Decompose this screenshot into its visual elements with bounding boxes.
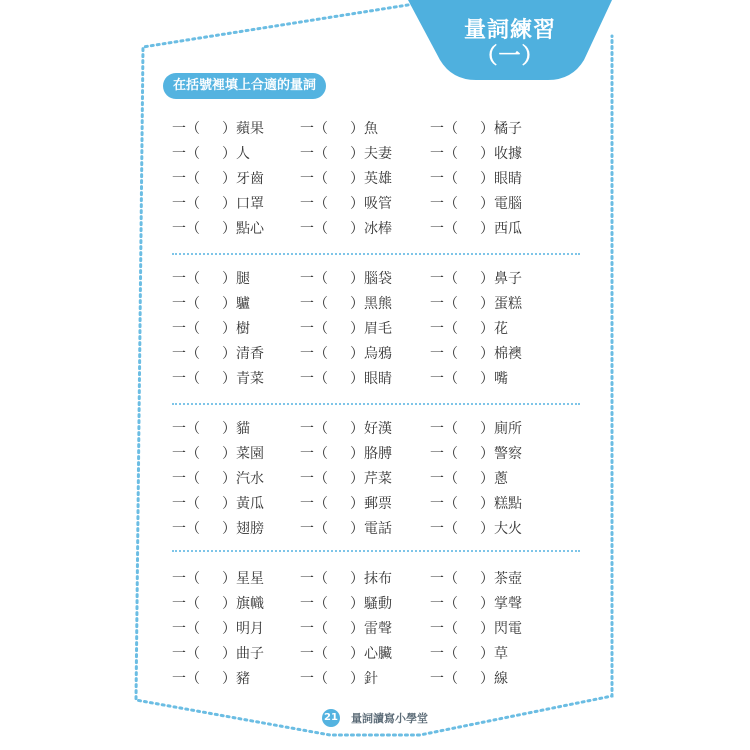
noun-word: 清香 bbox=[236, 346, 264, 362]
blank-close: ） bbox=[480, 121, 494, 137]
blank-open: 一（ bbox=[300, 196, 328, 212]
blank-open: 一（ bbox=[172, 421, 200, 437]
section-divider bbox=[172, 550, 580, 552]
blank-open: 一（ bbox=[300, 296, 328, 312]
noun-word: 電腦 bbox=[494, 196, 522, 212]
section-divider bbox=[172, 253, 580, 255]
blank-close: ） bbox=[222, 421, 236, 437]
blank-close: ） bbox=[350, 221, 364, 237]
blank-open: 一（ bbox=[430, 171, 458, 187]
fill-in-item bbox=[172, 292, 250, 317]
fill-in-item bbox=[300, 367, 392, 392]
blank-open: 一（ bbox=[430, 446, 458, 462]
blank-open: 一（ bbox=[430, 271, 458, 287]
blank-open: 一（ bbox=[430, 371, 458, 387]
noun-word: 雷聲 bbox=[364, 621, 392, 637]
exercise-row bbox=[172, 467, 572, 492]
blank-open: 一（ bbox=[430, 671, 458, 687]
fill-in-item bbox=[300, 217, 392, 242]
blank-close: ） bbox=[480, 321, 494, 337]
blank-close: ） bbox=[350, 171, 364, 187]
noun-word: 英雄 bbox=[364, 171, 392, 187]
exercise-row bbox=[172, 492, 572, 517]
blank-close: ） bbox=[350, 471, 364, 487]
blank-open: 一（ bbox=[300, 371, 328, 387]
noun-word: 曲子 bbox=[236, 646, 264, 662]
blank-open: 一（ bbox=[300, 521, 328, 537]
noun-word: 心臟 bbox=[364, 646, 392, 662]
blank-open: 一（ bbox=[300, 121, 328, 137]
exercise-row bbox=[172, 367, 572, 392]
blank-close: ） bbox=[350, 446, 364, 462]
blank-close: ） bbox=[222, 146, 236, 162]
noun-word: 胳膊 bbox=[364, 446, 392, 462]
exercise-row bbox=[172, 667, 572, 692]
blank-close: ） bbox=[350, 296, 364, 312]
blank-close: ） bbox=[222, 446, 236, 462]
fill-in-item bbox=[430, 442, 522, 467]
fill-in-item bbox=[300, 567, 392, 592]
exercise-row bbox=[172, 167, 572, 192]
blank-open: 一（ bbox=[300, 496, 328, 512]
fill-in-item bbox=[430, 292, 522, 317]
blank-close: ） bbox=[480, 446, 494, 462]
noun-word: 草 bbox=[494, 646, 508, 662]
noun-word: 線 bbox=[494, 671, 508, 687]
fill-in-item bbox=[172, 117, 264, 142]
noun-word: 棉襖 bbox=[494, 346, 522, 362]
blank-open: 一（ bbox=[430, 196, 458, 212]
blank-close: ） bbox=[350, 671, 364, 687]
noun-word: 郵票 bbox=[364, 496, 392, 512]
exercise-row bbox=[172, 142, 572, 167]
blank-close: ） bbox=[480, 346, 494, 362]
exercise-row bbox=[172, 342, 572, 367]
blank-close: ） bbox=[350, 346, 364, 362]
blank-close: ） bbox=[350, 146, 364, 162]
blank-open: 一（ bbox=[300, 471, 328, 487]
blank-open: 一（ bbox=[172, 346, 200, 362]
blank-open: 一（ bbox=[172, 196, 200, 212]
noun-word: 菜園 bbox=[236, 446, 264, 462]
noun-word: 黑熊 bbox=[364, 296, 392, 312]
blank-close: ） bbox=[480, 471, 494, 487]
fill-in-item bbox=[172, 442, 264, 467]
blank-close: ） bbox=[222, 671, 236, 687]
fill-in-item bbox=[172, 142, 250, 167]
exercise-row bbox=[172, 417, 572, 442]
fill-in-item bbox=[300, 142, 392, 167]
fill-in-item bbox=[172, 367, 264, 392]
blank-open: 一（ bbox=[300, 621, 328, 637]
section-divider bbox=[172, 403, 580, 405]
book-title: 量詞讀寫小學堂 bbox=[351, 711, 429, 725]
fill-in-item bbox=[172, 617, 264, 642]
blank-close: ） bbox=[350, 421, 364, 437]
blank-open: 一（ bbox=[430, 496, 458, 512]
blank-open: 一（ bbox=[430, 121, 458, 137]
blank-close: ） bbox=[480, 671, 494, 687]
noun-word: 針 bbox=[364, 671, 378, 687]
blank-close: ） bbox=[480, 521, 494, 537]
blank-close: ） bbox=[222, 496, 236, 512]
fill-in-item bbox=[300, 592, 392, 617]
noun-word: 收據 bbox=[494, 146, 522, 162]
noun-word: 口罩 bbox=[236, 196, 264, 212]
fill-in-item bbox=[172, 567, 264, 592]
fill-in-item bbox=[172, 217, 264, 242]
blank-close: ） bbox=[222, 171, 236, 187]
blank-close: ） bbox=[222, 371, 236, 387]
fill-in-item bbox=[430, 642, 508, 667]
noun-word: 大火 bbox=[494, 521, 522, 537]
fill-in-item bbox=[300, 417, 392, 442]
blank-close: ） bbox=[350, 196, 364, 212]
fill-in-item bbox=[172, 642, 264, 667]
blank-close: ） bbox=[480, 371, 494, 387]
noun-word: 糕點 bbox=[494, 496, 522, 512]
blank-close: ） bbox=[222, 621, 236, 637]
blank-open: 一（ bbox=[300, 571, 328, 587]
fill-in-item bbox=[430, 192, 522, 217]
noun-word: 蔥 bbox=[494, 471, 508, 487]
blank-open: 一（ bbox=[172, 521, 200, 537]
fill-in-item bbox=[430, 592, 522, 617]
noun-word: 點心 bbox=[236, 221, 264, 237]
fill-in-item bbox=[300, 667, 378, 692]
noun-word: 明月 bbox=[236, 621, 264, 637]
fill-in-item bbox=[430, 417, 522, 442]
fill-in-item bbox=[430, 267, 522, 292]
blank-open: 一（ bbox=[430, 596, 458, 612]
blank-open: 一（ bbox=[430, 146, 458, 162]
page-title bbox=[440, 18, 580, 70]
blank-open: 一（ bbox=[172, 171, 200, 187]
exercise-row bbox=[172, 217, 572, 242]
exercise-row bbox=[172, 317, 572, 342]
fill-in-item bbox=[300, 317, 392, 342]
exercise-row bbox=[172, 442, 572, 467]
blank-open: 一（ bbox=[300, 596, 328, 612]
noun-word: 星星 bbox=[236, 571, 264, 587]
blank-open: 一（ bbox=[172, 371, 200, 387]
noun-word: 人 bbox=[236, 146, 250, 162]
fill-in-item bbox=[430, 117, 522, 142]
blank-open: 一（ bbox=[430, 221, 458, 237]
noun-word: 眼睛 bbox=[494, 171, 522, 187]
noun-word: 旗幟 bbox=[236, 596, 264, 612]
blank-open: 一（ bbox=[430, 421, 458, 437]
blank-open: 一（ bbox=[172, 446, 200, 462]
blank-open: 一（ bbox=[300, 271, 328, 287]
blank-close: ） bbox=[350, 371, 364, 387]
blank-open: 一（ bbox=[172, 621, 200, 637]
fill-in-item bbox=[430, 617, 522, 642]
blank-open: 一（ bbox=[172, 321, 200, 337]
blank-open: 一（ bbox=[300, 221, 328, 237]
fill-in-item bbox=[172, 167, 264, 192]
blank-close: ） bbox=[222, 271, 236, 287]
noun-word: 花 bbox=[494, 321, 508, 337]
blank-close: ） bbox=[222, 571, 236, 587]
noun-word: 眉毛 bbox=[364, 321, 392, 337]
noun-word: 青菜 bbox=[236, 371, 264, 387]
noun-word: 西瓜 bbox=[494, 221, 522, 237]
fill-in-item bbox=[172, 267, 250, 292]
noun-word: 閃電 bbox=[494, 621, 522, 637]
fill-in-item bbox=[172, 467, 264, 492]
blank-close: ） bbox=[480, 196, 494, 212]
noun-word: 豬 bbox=[236, 671, 250, 687]
fill-in-item bbox=[172, 592, 264, 617]
noun-word: 汽水 bbox=[236, 471, 264, 487]
noun-word: 橘子 bbox=[494, 121, 522, 137]
noun-word: 烏鴉 bbox=[364, 346, 392, 362]
noun-word: 眼睛 bbox=[364, 371, 392, 387]
fill-in-item bbox=[300, 167, 392, 192]
exercise-row bbox=[172, 567, 572, 592]
noun-word: 好漢 bbox=[364, 421, 392, 437]
noun-word: 抹布 bbox=[364, 571, 392, 587]
blank-close: ） bbox=[350, 496, 364, 512]
fill-in-item bbox=[172, 192, 264, 217]
noun-word: 夫妻 bbox=[364, 146, 392, 162]
blank-open: 一（ bbox=[172, 271, 200, 287]
noun-word: 嘴 bbox=[494, 371, 508, 387]
noun-word: 黃瓜 bbox=[236, 496, 264, 512]
fill-in-item bbox=[430, 142, 522, 167]
fill-in-item bbox=[300, 642, 392, 667]
exercise-row bbox=[172, 267, 572, 292]
blank-close: ） bbox=[480, 296, 494, 312]
blank-close: ） bbox=[480, 171, 494, 187]
blank-close: ） bbox=[350, 121, 364, 137]
fill-in-item bbox=[300, 517, 392, 542]
blank-close: ） bbox=[480, 496, 494, 512]
blank-close: ） bbox=[480, 571, 494, 587]
fill-in-item bbox=[300, 292, 392, 317]
blank-open: 一（ bbox=[430, 646, 458, 662]
blank-close: ） bbox=[350, 571, 364, 587]
noun-word: 鼻子 bbox=[494, 271, 522, 287]
blank-close: ） bbox=[480, 271, 494, 287]
blank-close: ） bbox=[222, 196, 236, 212]
noun-word: 腿 bbox=[236, 271, 250, 287]
noun-word: 騷動 bbox=[364, 596, 392, 612]
fill-in-item bbox=[430, 217, 522, 242]
blank-open: 一（ bbox=[172, 146, 200, 162]
blank-close: ） bbox=[222, 296, 236, 312]
exercise-row bbox=[172, 117, 572, 142]
fill-in-item bbox=[430, 317, 508, 342]
noun-word: 樹 bbox=[236, 321, 250, 337]
fill-in-item bbox=[300, 267, 392, 292]
blank-open: 一（ bbox=[300, 346, 328, 362]
blank-close: ） bbox=[350, 646, 364, 662]
blank-close: ） bbox=[222, 221, 236, 237]
noun-word: 翅膀 bbox=[236, 521, 264, 537]
blank-close: ） bbox=[350, 271, 364, 287]
fill-in-item bbox=[300, 617, 392, 642]
blank-close: ） bbox=[222, 121, 236, 137]
fill-in-item bbox=[430, 567, 522, 592]
fill-in-item bbox=[172, 342, 264, 367]
exercise-row bbox=[172, 292, 572, 317]
fill-in-item bbox=[172, 492, 264, 517]
fill-in-item bbox=[300, 492, 392, 517]
fill-in-item bbox=[300, 342, 392, 367]
blank-close: ） bbox=[222, 596, 236, 612]
fill-in-item bbox=[430, 367, 508, 392]
blank-open: 一（ bbox=[172, 596, 200, 612]
blank-open: 一（ bbox=[300, 446, 328, 462]
exercise-row bbox=[172, 592, 572, 617]
blank-close: ） bbox=[350, 621, 364, 637]
page-title-line1: 量詞練習 bbox=[463, 18, 556, 43]
noun-word: 蘋果 bbox=[236, 121, 264, 137]
fill-in-item bbox=[300, 442, 392, 467]
blank-open: 一（ bbox=[430, 621, 458, 637]
blank-close: ） bbox=[480, 421, 494, 437]
fill-in-item bbox=[300, 467, 392, 492]
noun-word: 貓 bbox=[236, 421, 250, 437]
blank-open: 一（ bbox=[430, 296, 458, 312]
fill-in-item bbox=[430, 492, 522, 517]
blank-open: 一（ bbox=[430, 346, 458, 362]
blank-close: ） bbox=[222, 646, 236, 662]
noun-word: 吸管 bbox=[364, 196, 392, 212]
fill-in-item bbox=[300, 192, 392, 217]
fill-in-item bbox=[430, 517, 522, 542]
blank-open: 一（ bbox=[300, 146, 328, 162]
noun-word: 茶壺 bbox=[494, 571, 522, 587]
fill-in-item bbox=[430, 167, 522, 192]
noun-word: 魚 bbox=[364, 121, 378, 137]
fill-in-item bbox=[172, 417, 250, 442]
noun-word: 冰棒 bbox=[364, 221, 392, 237]
exercise-row bbox=[172, 617, 572, 642]
exercise-row bbox=[172, 192, 572, 217]
exercise-row bbox=[172, 642, 572, 667]
page-footer bbox=[0, 707, 750, 727]
blank-close: ） bbox=[480, 596, 494, 612]
blank-close: ） bbox=[350, 596, 364, 612]
noun-word: 電話 bbox=[364, 521, 392, 537]
fill-in-item bbox=[430, 467, 508, 492]
blank-close: ） bbox=[222, 471, 236, 487]
blank-close: ） bbox=[222, 521, 236, 537]
blank-close: ） bbox=[350, 521, 364, 537]
blank-close: ） bbox=[350, 321, 364, 337]
blank-open: 一（ bbox=[172, 671, 200, 687]
blank-close: ） bbox=[480, 621, 494, 637]
blank-close: ） bbox=[480, 221, 494, 237]
blank-close: ） bbox=[222, 321, 236, 337]
blank-open: 一（ bbox=[172, 496, 200, 512]
blank-close: ） bbox=[480, 146, 494, 162]
blank-open: 一（ bbox=[172, 571, 200, 587]
blank-open: 一（ bbox=[300, 321, 328, 337]
noun-word: 芹菜 bbox=[364, 471, 392, 487]
blank-open: 一（ bbox=[300, 646, 328, 662]
title-banner bbox=[0, 0, 750, 90]
blank-close: ） bbox=[222, 346, 236, 362]
fill-in-item bbox=[430, 342, 522, 367]
page-title-line2: （一） bbox=[475, 44, 545, 69]
blank-open: 一（ bbox=[430, 571, 458, 587]
fill-in-item bbox=[300, 117, 378, 142]
blank-open: 一（ bbox=[300, 421, 328, 437]
fill-in-item bbox=[172, 317, 250, 342]
blank-open: 一（ bbox=[172, 121, 200, 137]
blank-open: 一（ bbox=[300, 671, 328, 687]
blank-close: ） bbox=[480, 646, 494, 662]
fill-in-item bbox=[430, 667, 508, 692]
blank-open: 一（ bbox=[300, 171, 328, 187]
fill-in-item bbox=[172, 667, 250, 692]
exercise-row bbox=[172, 517, 572, 542]
noun-word: 警察 bbox=[494, 446, 522, 462]
fill-in-item bbox=[172, 517, 264, 542]
noun-word: 蛋糕 bbox=[494, 296, 522, 312]
noun-word: 牙齒 bbox=[236, 171, 264, 187]
instruction-label: 在括號裡填上合適的量詞 bbox=[163, 73, 326, 99]
blank-open: 一（ bbox=[172, 646, 200, 662]
blank-open: 一（ bbox=[430, 321, 458, 337]
blank-open: 一（ bbox=[172, 471, 200, 487]
noun-word: 驢 bbox=[236, 296, 250, 312]
noun-word: 掌聲 bbox=[494, 596, 522, 612]
noun-word: 腦袋 bbox=[364, 271, 392, 287]
blank-open: 一（ bbox=[172, 296, 200, 312]
noun-word: 廁所 bbox=[494, 421, 522, 437]
blank-open: 一（ bbox=[430, 521, 458, 537]
page-number: 21 bbox=[322, 709, 340, 727]
blank-open: 一（ bbox=[430, 471, 458, 487]
blank-open: 一（ bbox=[172, 221, 200, 237]
